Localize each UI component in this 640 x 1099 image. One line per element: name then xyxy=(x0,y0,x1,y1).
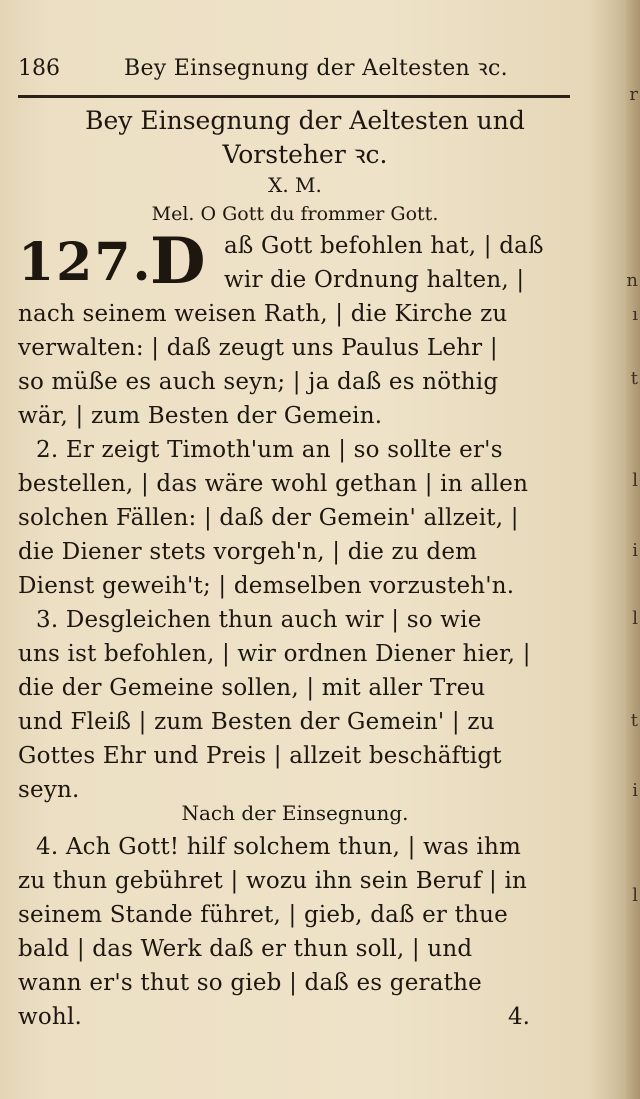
edge-glyph: t xyxy=(630,710,638,731)
drop-cap: D xyxy=(150,224,206,299)
page-number: 186 xyxy=(18,56,60,81)
edge-glyph: l xyxy=(632,608,638,629)
edge-glyph: i xyxy=(632,780,638,801)
verse-line: die Diener stets vorgeh'n, | die zu dem xyxy=(18,539,478,565)
running-title: Bey Einsegnung der Aeltesten ꝛc. xyxy=(124,56,508,81)
verse-line: wär, | zum Besten der Gemein. xyxy=(18,403,383,429)
verse-line: bestellen, | das wäre wohl gethan | in allen xyxy=(18,471,529,497)
verse-line: uns ist befohlen, | wir ordnen Diener hier, | xyxy=(18,641,531,667)
verse-line: zu thun gebühret | wozu ihn sein Beruf | in xyxy=(18,868,528,894)
verse-line: wohl. xyxy=(18,1004,83,1030)
verse-line: nach seinem weisen Rath, | die Kirche zu xyxy=(18,301,508,327)
verse-line: 4. Ach Gott! hilf solchem thun, | was ihm xyxy=(36,834,521,860)
verse-line: aß Gott befohlen hat, | daß xyxy=(224,233,544,259)
edge-glyph: l xyxy=(632,885,638,906)
verse-line: seyn. xyxy=(18,777,80,803)
hymn-title-line: Vorsteher ꝛc. xyxy=(222,140,388,169)
verse-line: Dienst geweih't; | demselben vorzusteh'n. xyxy=(18,573,515,599)
verse-line: seinem Stande führet, | gieb, daß er thue xyxy=(18,902,508,928)
verse-line: wir die Ordnung halten, | xyxy=(224,267,525,293)
verse-line: und Fleiß | zum Besten der Gemein' | zu xyxy=(18,709,495,735)
running-head xyxy=(18,52,573,86)
catchword: 4. xyxy=(508,1004,530,1030)
header-rule xyxy=(18,95,570,98)
edge-glyph: i xyxy=(632,540,638,561)
sub-heading: Nach der Einsegnung. xyxy=(181,801,409,825)
verse-line: so müße es auch seyn; | ja daß es nöthig xyxy=(18,369,499,395)
verse-line: 2. Er zeigt Timoth'um an | so sollte er's xyxy=(36,437,503,463)
edge-glyph: ı xyxy=(632,304,638,325)
hymn-number: 127. xyxy=(18,232,153,293)
hymn-title-line: Bey Einsegnung der Aeltesten und xyxy=(85,106,525,135)
edge-glyph: n xyxy=(626,270,638,291)
verse-line: 3. Desgleichen thun auch wir | so wie xyxy=(36,607,482,633)
verse-line: Gottes Ehr und Preis | allzeit beschäftigt xyxy=(18,743,502,769)
verse-line: verwalten: | daß zeugt uns Paulus Lehr | xyxy=(18,335,498,361)
verse-line: bald | das Werk daß er thun soll, | und xyxy=(18,936,473,962)
hymn-title xyxy=(40,104,570,172)
hymn-meter: X. M. xyxy=(268,173,322,197)
verse-line: solchen Fällen: | daß der Gemein' allzeit, | xyxy=(18,505,519,531)
edge-glyph: t xyxy=(630,368,638,389)
edge-glyph: l xyxy=(632,470,638,491)
melody-indication: Mel. O Gott du frommer Gott. xyxy=(151,203,439,225)
verse-line: die der Gemeine sollen, | mit aller Treu xyxy=(18,675,486,701)
edge-glyph: r xyxy=(629,84,638,105)
verse-line: wann er's thut so gieb | daß es gerathe xyxy=(18,970,482,996)
adjacent-page-edge xyxy=(626,0,640,1099)
